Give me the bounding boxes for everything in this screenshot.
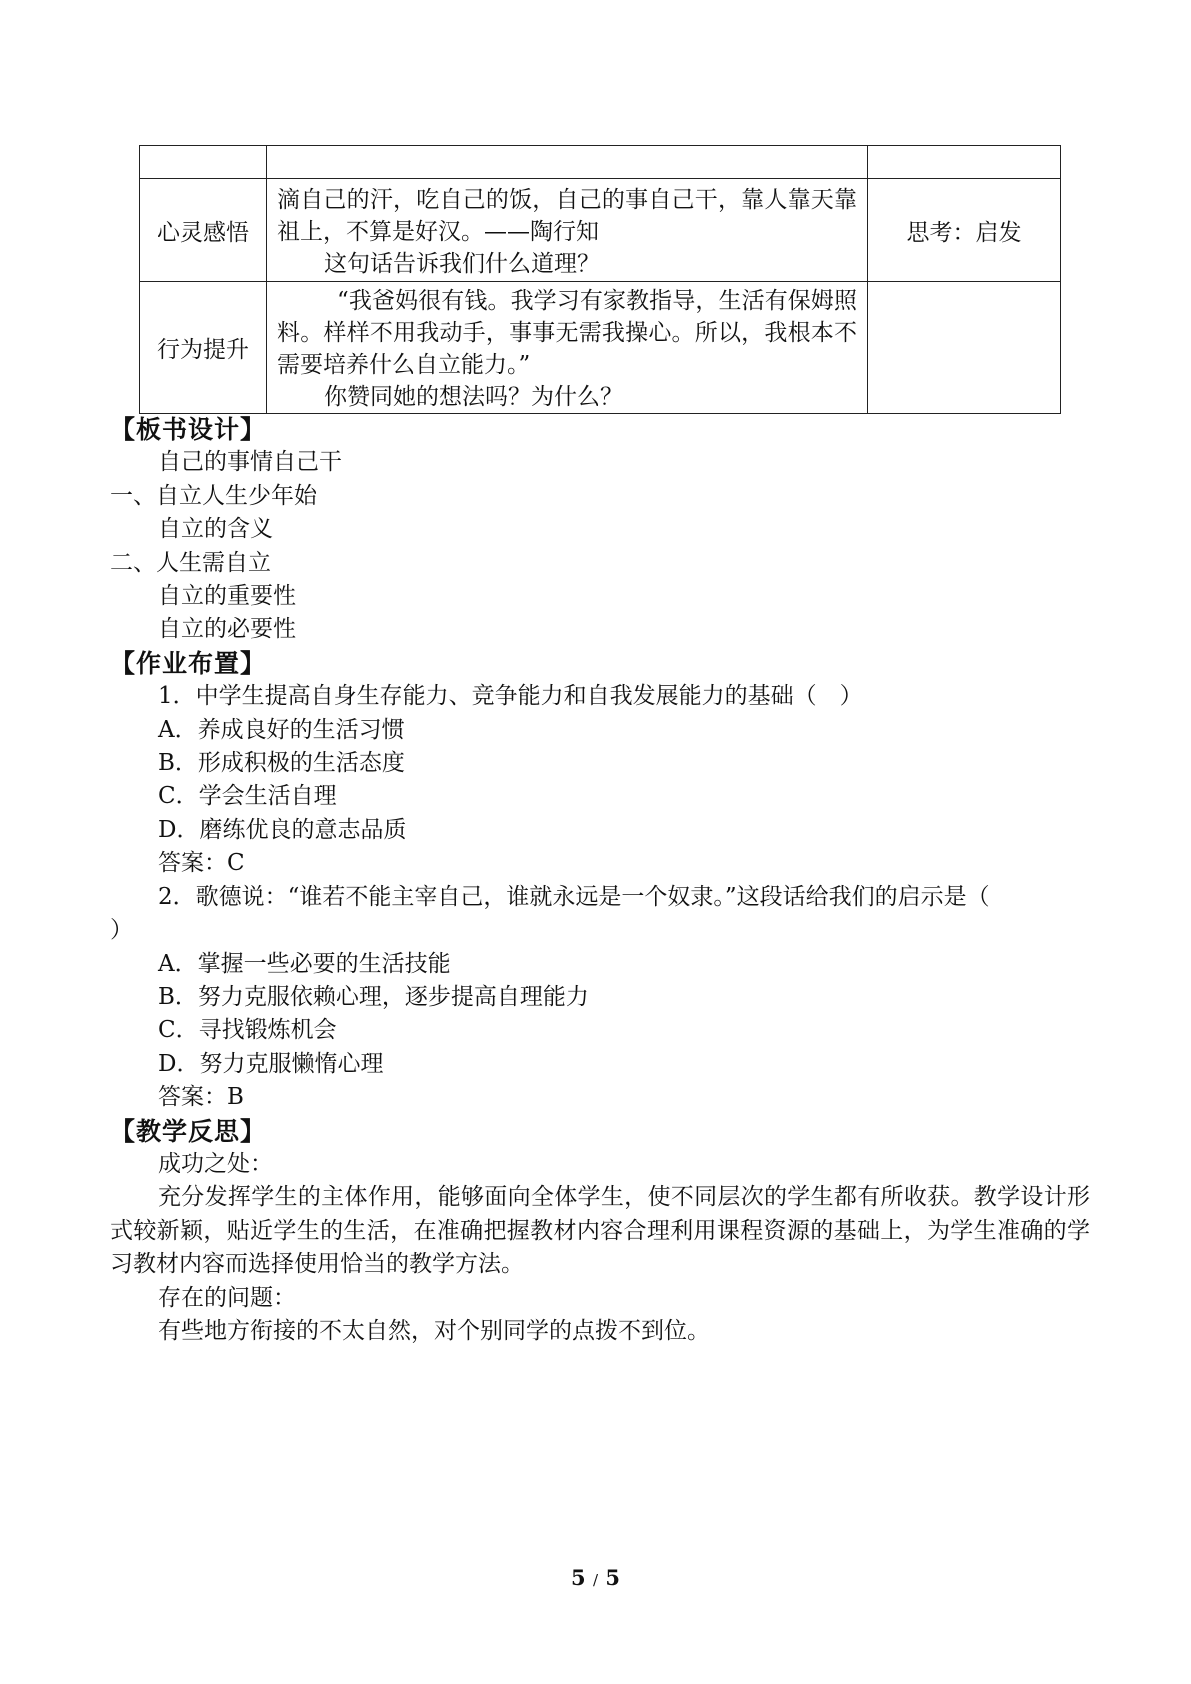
reflection-paragraph: 充分发挥学生的主体作用，能够面向全体学生，使不同层次的学生都有所收获。教学设计形式较新颖，贴近学生的生活，在准确把握教材内容合理利用课程资源的基础上，为学生准确的学习教材内容而选择使用恰当的教学方法。	[110, 1184, 1090, 1278]
content-line: 滴自己的汗，吃自己的饭，自己的事自己干，靠人靠天靠祖上，不算是好汉。——陶行知	[277, 186, 857, 245]
option: B．努力克服依赖心理，逐步提高自理能力	[158, 983, 589, 1010]
option: A．养成良好的生活习惯	[158, 716, 405, 743]
board-section: 一、自立人生少年始	[110, 482, 317, 509]
section-heading-board: 【板书设计】	[110, 415, 267, 444]
table-cell	[140, 146, 267, 179]
row-note	[868, 282, 1061, 414]
page-total: 5	[605, 1565, 620, 1590]
page-current: 5	[571, 1565, 586, 1590]
question: 2．歌德说：“谁若不能主宰自己，谁就永远是一个奴隶。”这段话给我们的启示是（	[158, 883, 990, 910]
section-heading-homework: 【作业布置】	[110, 648, 267, 678]
content-line: 你赞同她的想法吗？为什么？	[324, 384, 623, 410]
board-subsection: 自立的必要性	[158, 616, 296, 643]
reflection-label: 存在的问题：	[158, 1284, 296, 1311]
content-line: “我爸妈很有钱。我学习有家教指导，生活有保姆照料。样样不用我动手，事事无需我操心。所以，我根本不需要培养什么自立能力。”	[277, 288, 857, 378]
row-label: 行为提升	[140, 282, 267, 414]
option: C．寻找锻炼机会	[158, 1017, 337, 1044]
board-section: 二、人生需自立	[110, 549, 271, 576]
option: C．学会生活自理	[158, 783, 337, 810]
row-label: 心灵感悟	[140, 179, 267, 282]
question-tail: ）	[110, 917, 133, 944]
question: 1．中学生提高自身生存能力、竞争能力和自我发展能力的基础（ ）	[158, 683, 863, 710]
board-subsection: 自立的重要性	[158, 583, 296, 610]
row-content	[267, 179, 868, 282]
reflection-label: 成功之处：	[158, 1150, 273, 1177]
answer: 答案：B	[158, 1084, 244, 1111]
section-heading-reflection: 【教学反思】	[110, 1116, 267, 1146]
option: D．努力克服懒惰心理	[158, 1050, 384, 1077]
option: B．形成积极的生活态度	[158, 750, 405, 777]
answer: 答案：C	[158, 850, 245, 877]
page-separator: /	[592, 1571, 599, 1589]
page-number	[0, 1565, 1191, 1590]
board-title: 自己的事情自己干	[158, 449, 342, 476]
option: A．掌握一些必要的生活技能	[158, 950, 451, 977]
option: D．磨练优良的意志品质	[158, 816, 407, 843]
row-note: 思考：启发	[868, 179, 1061, 282]
content-line: 这句话告诉我们什么道理？	[324, 250, 600, 277]
lesson-table	[139, 145, 1061, 414]
table-row-empty	[140, 146, 1061, 179]
main-content	[110, 413, 1090, 1348]
row-content	[267, 282, 868, 414]
table-row	[140, 179, 1061, 282]
board-subsection: 自立的含义	[158, 516, 273, 543]
reflection-paragraph: 有些地方衔接的不太自然，对个别同学的点拨不到位。	[158, 1317, 710, 1344]
table-cell	[868, 146, 1061, 179]
table-row	[140, 282, 1061, 414]
table-cell	[267, 146, 868, 179]
